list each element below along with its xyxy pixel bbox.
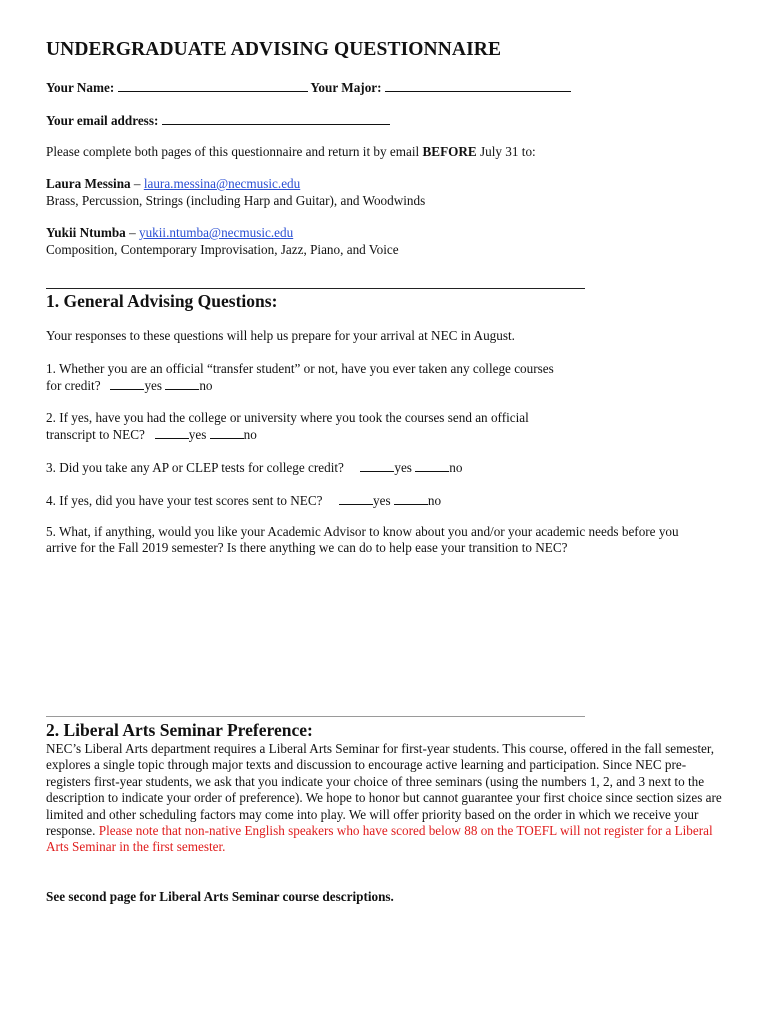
- q1-yes-blank[interactable]: [110, 377, 144, 390]
- email-field[interactable]: [162, 111, 390, 125]
- name-major-row: [46, 78, 571, 96]
- toefl-notice: Please note that non-native English speakers who have scored below 88 on the TOEFL will not register for a Liberal Arts Seminar in the first semester.: [46, 823, 713, 855]
- section-2-heading: 2. Liberal Arts Seminar Preference:: [46, 720, 313, 740]
- contact-1: Laura Messina – laura.messina@necmusic.edu: [46, 176, 301, 191]
- divider: [46, 716, 585, 717]
- contact-email-link[interactable]: laura.messina@necmusic.edu: [143, 176, 301, 191]
- section-2-body: NEC’s Liberal Arts department requires a Liberal Arts Seminar for first-year students. This course, offered in the fall semester, explores a single topic through major texts and discussion to encourage active learning and participation. Since NEC pre-registers first-year students, we ask that you indicate your choice of three seminars (using the numbers 1, 2, and 3 next to the description to indicate your order of preference). We hope to honor but cannot guarantee your first choice since section sizes are limited and other scheduling factors may come into play. We will offer priority based on the order in which we receive your response. Please note that non-native English speakers who have scored below 88 on the TOEFL will not register for a Liberal Arts Seminar in the first semester.: [46, 741, 722, 855]
- page-title: UNDERGRADUATE ADVISING QUESTIONNAIRE: [46, 39, 502, 60]
- deadline-emphasis: BEFORE: [422, 144, 477, 159]
- question-5-line2: arrive for the Fall 2019 semester? Is there anything we can do to help ease your transition to NEC?: [46, 540, 568, 555]
- q2-no-blank[interactable]: [210, 426, 244, 439]
- question-2-line1: 2. If yes, have you had the college or university where you took the courses send an official: [46, 410, 529, 425]
- question-1-line1: 1. Whether you are an official “transfer student” or not, have you ever taken any college courses: [46, 361, 554, 376]
- q4-yes-blank[interactable]: [339, 492, 373, 505]
- question-4: 4. If yes, did you have your test scores sent to NEC? yes no: [46, 493, 442, 508]
- intro-text: Please complete both pages of this questionnaire and return it by email BEFORE July 31 to:: [46, 144, 536, 159]
- contact-1-areas: Brass, Percussion, Strings (including Harp and Guitar), and Woodwinds: [46, 193, 426, 208]
- q4-no-blank[interactable]: [394, 492, 428, 505]
- question-3: 3. Did you take any AP or CLEP tests for college credit? yes no: [46, 460, 463, 475]
- major-label: Your Major:: [310, 80, 382, 95]
- q2-yes-blank[interactable]: [155, 426, 189, 439]
- q1-no-blank[interactable]: [165, 377, 199, 390]
- section-1-heading: 1. General Advising Questions:: [46, 291, 278, 311]
- question-1-line2: for credit? yes no: [46, 378, 213, 393]
- contact-name: Yukii Ntumba: [46, 225, 126, 240]
- contact-name: Laura Messina: [46, 176, 131, 191]
- section-2-footer: See second page for Liberal Arts Seminar course descriptions.: [46, 889, 394, 904]
- q3-no-blank[interactable]: [415, 459, 449, 472]
- contact-2-areas: Composition, Contemporary Improvisation, Jazz, Piano, and Voice: [46, 242, 399, 257]
- major-field[interactable]: [385, 78, 571, 92]
- divider: [46, 288, 585, 289]
- contact-2: Yukii Ntumba – yukii.ntumba@necmusic.edu: [46, 225, 294, 240]
- contact-email-link[interactable]: yukii.ntumba@necmusic.edu: [138, 225, 294, 240]
- question-5-answer-area[interactable]: [46, 562, 722, 710]
- email-row: [46, 111, 390, 129]
- section-1-intro: Your responses to these questions will help us prepare for your arrival at NEC in August.: [46, 328, 515, 343]
- question-2-line2: transcript to NEC? yes no: [46, 427, 257, 442]
- name-field[interactable]: [118, 78, 308, 92]
- email-label: Your email address:: [46, 113, 159, 128]
- name-label: Your Name:: [46, 80, 115, 95]
- question-5-line1: 5. What, if anything, would you like your Academic Advisor to know about you and/or your academic needs before you: [46, 524, 679, 539]
- q3-yes-blank[interactable]: [360, 459, 394, 472]
